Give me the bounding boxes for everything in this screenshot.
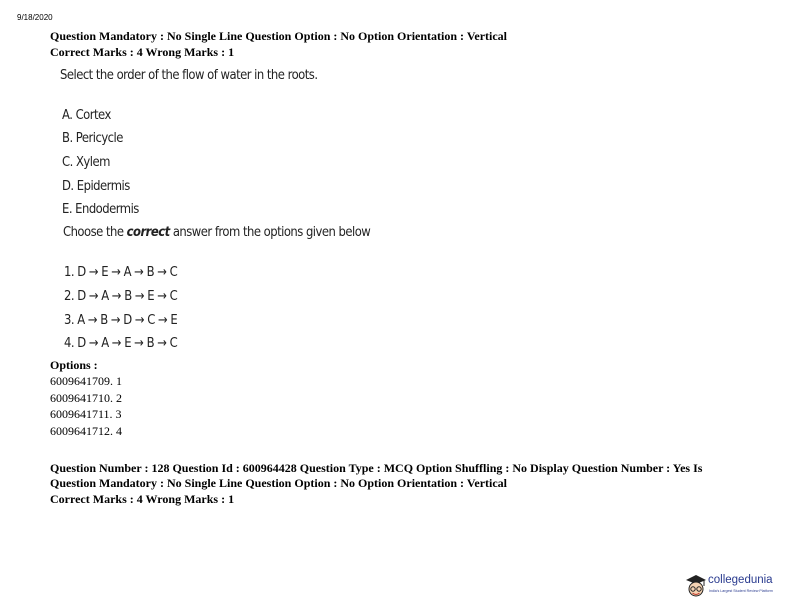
instruction-prefix: Choose the [63,224,127,240]
statement-item: A. Cortex [62,107,111,123]
collegedunia-logo [684,572,784,602]
statement-item: E. Endodermis [62,201,139,217]
answer-choice: 4. D → A → E → B → C [64,335,178,351]
option-id-row: 6009641712. 4 [50,424,122,438]
option-id-row: 6009641709. 1 [50,374,122,388]
question-stem: Select the order of the flow of water in the roots. [60,67,318,83]
option-id-row: 6009641711. 3 [50,407,122,421]
logo-tagline: India's Largest Student Review Platform [709,589,773,593]
option-id-row: 6009641710. 2 [50,391,122,405]
graduate-mascot-icon [684,572,708,600]
options-heading: Options : [50,358,98,372]
answer-choice: 1. D → E → A → B → C [64,264,178,280]
question-meta-line: Question Mandatory : No Single Line Question Option : No Option Orientation : Vertical [50,29,508,43]
logo-wordmark: collegedunia [708,574,773,586]
print-date: 9/18/2020 [17,13,53,22]
instruction-emphasis: correct [126,224,170,240]
marks-line: Correct Marks : 4 Wrong Marks : 1 [50,45,235,59]
next-question-meta: Question Mandatory : No Single Line Question Option : No Option Orientation : Vertical [50,476,508,490]
next-question-meta: Question Number : 128 Question Id : 600964428 Question Type : MCQ Option Shuffling : No Display Question Number : Yes Is [50,461,703,475]
answer-choice: 2. D → A → B → E → C [64,288,178,304]
statement-item: B. Pericycle [62,130,123,146]
instruction-suffix: answer from the options given below [169,224,371,240]
statement-item: D. Epidermis [62,178,130,194]
statement-item: C. Xylem [62,154,110,170]
answer-choice: 3. A → B → D → C → E [64,312,178,328]
instruction-text [63,224,370,240]
next-question-marks: Correct Marks : 4 Wrong Marks : 1 [50,492,235,506]
